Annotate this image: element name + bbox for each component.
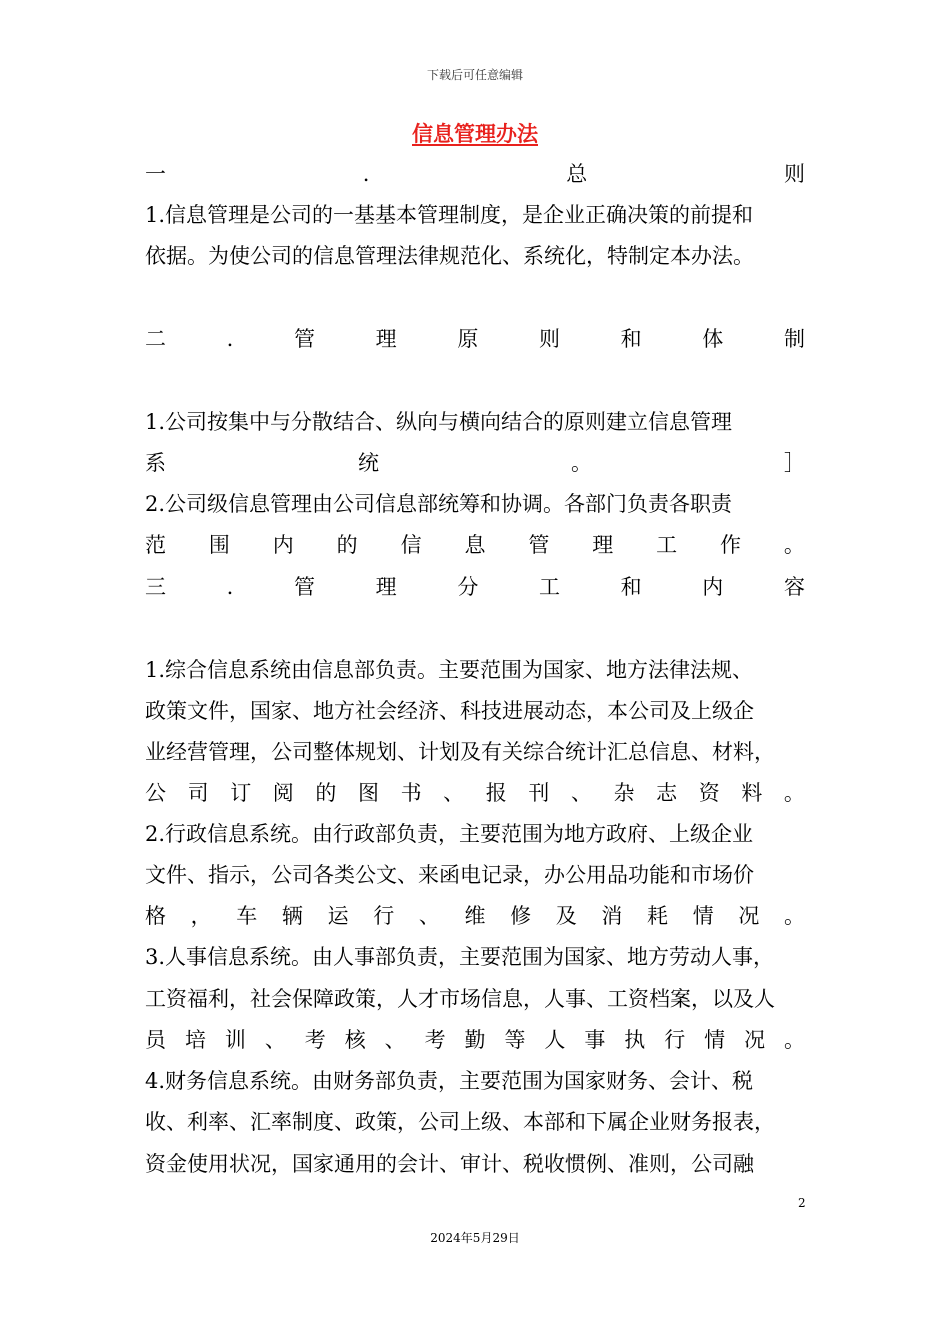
body-char: 体 <box>702 327 724 351</box>
body-char: 人 <box>544 1028 566 1052</box>
body-char: 二 <box>145 327 166 351</box>
body-char: 、 <box>443 781 465 805</box>
body-char: 考 <box>424 1028 446 1052</box>
body-char: 统 <box>358 451 379 475</box>
body-char: 资 <box>698 781 720 805</box>
body-char: 的 <box>336 533 358 557</box>
body-char: 、 <box>264 1028 286 1052</box>
body-char: 和 <box>620 575 642 599</box>
body-char: 。 <box>783 904 805 928</box>
body-char: 杂 <box>613 781 635 805</box>
body-line <box>145 531 805 559</box>
page-header: 下载后可任意编辑 <box>426 68 523 82</box>
page-footer-date: 2024年5月29日 <box>430 1231 520 1245</box>
body-char: 修 <box>510 904 532 928</box>
body-char: 书 <box>400 781 422 805</box>
body-char: 理 <box>375 575 397 599</box>
body-char: 耗 <box>647 904 669 928</box>
body-char: 司 <box>187 781 209 805</box>
body-line: 3.人事信息系统。由人事部负责，主要范围为国家、地方劳动人事， <box>145 945 775 969</box>
body-char: 培 <box>184 1028 206 1052</box>
body-char: 格 <box>145 904 166 928</box>
body-char: 订 <box>230 781 252 805</box>
body-char: 则 <box>538 327 560 351</box>
body-char: 作 <box>720 533 742 557</box>
body-char: 系 <box>145 451 166 475</box>
body-line: 2.公司级信息管理由公司信息部统筹和协调。各部门负责各职责 <box>145 492 733 516</box>
body-char: 、 <box>570 781 592 805</box>
body-char: 阅 <box>272 781 294 805</box>
body-char: . <box>362 162 370 186</box>
body-line: 工资福利，社会保障政策，人才市场信息，人事、工资档案，以及人 <box>145 987 775 1011</box>
body-char: 等 <box>504 1028 526 1052</box>
body-char: 则 <box>783 162 805 186</box>
body-char: . <box>226 327 234 351</box>
body-char: 内 <box>272 533 294 557</box>
body-char: 行 <box>373 904 395 928</box>
body-char: 制 <box>783 327 805 351</box>
body-char: 原 <box>457 327 479 351</box>
body-char: 车 <box>236 904 258 928</box>
body-line <box>145 160 805 188</box>
body-char: 工 <box>538 575 560 599</box>
body-char: 内 <box>702 575 724 599</box>
body-line <box>145 902 805 930</box>
body-char: 情 <box>692 904 714 928</box>
body-char: 管 <box>528 533 550 557</box>
body-char: 理 <box>375 327 397 351</box>
body-char: 信 <box>400 533 422 557</box>
body-line <box>145 1026 805 1054</box>
body-char: 管 <box>294 327 315 351</box>
body-char: 况 <box>744 1028 766 1052</box>
body-char: 三 <box>145 575 166 599</box>
body-line <box>145 449 805 477</box>
body-line: 依据。为使公司的信息管理法律规范化、系统化，特制定本办法。 <box>145 244 754 268</box>
body-char: 工 <box>656 533 678 557</box>
body-line: 业经营管理，公司整体规划、计划及有关综合统计汇总信息、材料， <box>145 740 775 764</box>
body-line: 2.行政信息系统。由行政部负责，主要范围为地方政府、上级企业 <box>145 822 754 846</box>
body-char: 核 <box>344 1028 366 1052</box>
document-title: 信息管理办法 <box>412 121 538 146</box>
body-char: 员 <box>145 1028 166 1052</box>
body-line <box>145 325 805 353</box>
body-char: ， <box>190 904 212 928</box>
body-char: 图 <box>357 781 379 805</box>
body-line: 资金使用状况，国家通用的会计、审计、税收惯例、准则，公司融 <box>145 1152 754 1176</box>
body-char: 和 <box>620 327 642 351</box>
body-char: 维 <box>464 904 486 928</box>
body-line: 文件、指示，公司各类公文、来函电记录，办公用品功能和市场价 <box>145 863 754 887</box>
body-char: 一 <box>145 162 166 186</box>
body-line: 收、利率、汇率制度、政策，公司上级、本部和下属企业财务报表， <box>145 1110 775 1134</box>
body-char: 及 <box>555 904 577 928</box>
body-char: 运 <box>327 904 349 928</box>
body-char: 息 <box>464 533 486 557</box>
body-char: 消 <box>601 904 623 928</box>
body-char: 容 <box>783 575 805 599</box>
body-line: 政策文件，国家、地方社会经济、科技进展动态，本公司及上级企 <box>145 699 754 723</box>
body-char: 范 <box>145 533 166 557</box>
body-char: 训 <box>224 1028 246 1052</box>
body-char: 。 <box>784 1028 805 1052</box>
body-char: 。 <box>783 533 805 557</box>
body-char: 的 <box>315 781 337 805</box>
body-char: 。 <box>571 451 592 475</box>
body-char: 志 <box>656 781 678 805</box>
body-char: 执 <box>624 1028 646 1052</box>
body-char: . <box>226 575 234 599</box>
body-line <box>145 779 805 807</box>
body-line: 1.公司按集中与分散结合、纵向与横向结合的原则建立信息管理 <box>145 410 733 434</box>
body-char: 情 <box>704 1028 726 1052</box>
body-char: 理 <box>592 533 614 557</box>
body-line <box>145 573 805 601</box>
body-char: 考 <box>304 1028 326 1052</box>
body-char: 、 <box>418 904 440 928</box>
body-char: 围 <box>208 533 230 557</box>
body-char: 报 <box>485 781 507 805</box>
body-char: 勤 <box>464 1028 486 1052</box>
body-char: 刊 <box>528 781 550 805</box>
body-char: 行 <box>664 1028 686 1052</box>
body-line: 4.财务信息系统。由财务部负责，主要范围为国家财务、会计、税 <box>145 1069 754 1093</box>
body-char: 料 <box>741 781 763 805</box>
body-char: 。 <box>783 781 805 805</box>
body-char: 、 <box>384 1028 406 1052</box>
body-line: 1.综合信息系统由信息部负责。主要范围为国家、地方法律法规、 <box>145 658 754 682</box>
body-char: 事 <box>584 1028 606 1052</box>
body-char: 公 <box>145 781 166 805</box>
body-char: 管 <box>294 575 315 599</box>
body-char: ］ <box>784 451 805 475</box>
body-char: 总 <box>566 162 588 186</box>
body-char: 况 <box>738 904 760 928</box>
body-char: 辆 <box>281 904 303 928</box>
page-number: 2 <box>798 1196 806 1210</box>
body-line: 1.信息管理是公司的一基基本管理制度，是企业正确决策的前提和 <box>145 203 754 227</box>
body-char: 分 <box>457 575 479 599</box>
